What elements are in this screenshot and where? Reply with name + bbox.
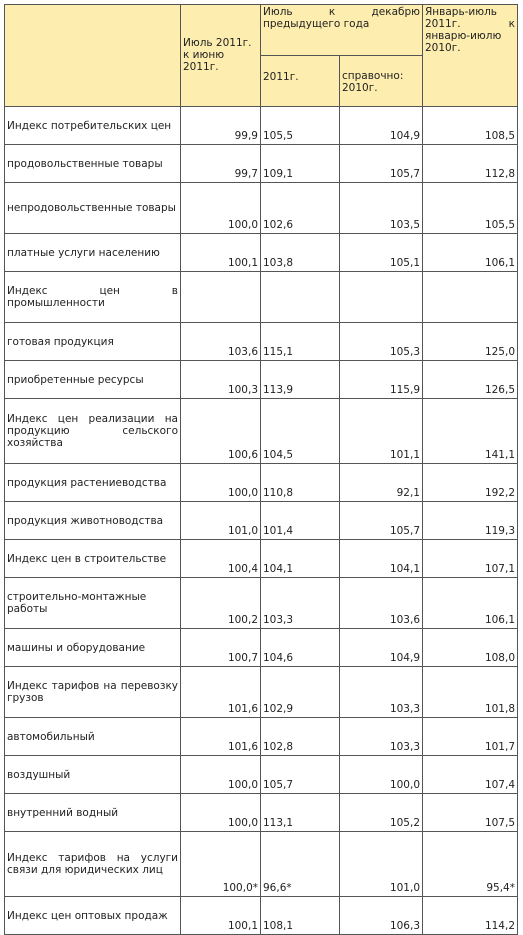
table-row — [5, 756, 518, 794]
value-2011: 105,5 — [261, 107, 340, 145]
row-label: Индекс тарифов на услуги связи для юридических лиц — [5, 832, 181, 897]
value-jan-jul: 126,5 — [423, 361, 518, 399]
table-row — [5, 145, 518, 183]
value-2010 — [340, 272, 423, 323]
value-2011: 103,8 — [261, 234, 340, 272]
row-label: Индекс тарифов на перевозку грузов — [5, 667, 181, 718]
value-2010: 106,3 — [340, 897, 423, 935]
row-label: Индекс цен реализации на продукцию сельского хозяйства — [5, 399, 181, 464]
header-jan-jul: Январь-июль 2011г. к январю-июлю 2010г. — [423, 5, 518, 107]
row-label: платные услуги населению — [5, 234, 181, 272]
table-row — [5, 667, 518, 718]
price-index-table — [4, 4, 518, 935]
header-empty-cell — [5, 5, 181, 107]
header-month-to-month: Июль 2011г. к июню 2011г. — [181, 5, 261, 107]
value-month: 100,0 — [181, 464, 261, 502]
value-2011: 105,7 — [261, 756, 340, 794]
value-2010: 105,2 — [340, 794, 423, 832]
row-label: строительно-монтажные работы — [5, 578, 181, 629]
value-2011: 108,1 — [261, 897, 340, 935]
value-jan-jul: 108,0 — [423, 629, 518, 667]
value-2011: 104,5 — [261, 399, 340, 464]
value-2011: 101,4 — [261, 502, 340, 540]
value-2011: 110,8 — [261, 464, 340, 502]
value-jan-jul: 119,3 — [423, 502, 518, 540]
value-month: 100,1 — [181, 897, 261, 935]
value-jan-jul — [423, 272, 518, 323]
row-label: приобретенные ресурсы — [5, 361, 181, 399]
value-jan-jul: 106,1 — [423, 578, 518, 629]
value-2010: 103,3 — [340, 667, 423, 718]
table-row — [5, 718, 518, 756]
value-month: 99,9 — [181, 107, 261, 145]
table-row — [5, 832, 518, 897]
value-month: 100,0* — [181, 832, 261, 897]
value-2011: 104,1 — [261, 540, 340, 578]
table-row — [5, 272, 518, 323]
value-month: 100,2 — [181, 578, 261, 629]
value-month: 103,6 — [181, 323, 261, 361]
value-2010: 101,1 — [340, 399, 423, 464]
row-label: внутренний водный — [5, 794, 181, 832]
value-month — [181, 272, 261, 323]
value-2010: 105,7 — [340, 145, 423, 183]
value-jan-jul: 112,8 — [423, 145, 518, 183]
value-2010: 100,0 — [340, 756, 423, 794]
value-month: 100,1 — [181, 234, 261, 272]
value-month: 101,6 — [181, 667, 261, 718]
table-row — [5, 502, 518, 540]
value-2010: 103,5 — [340, 183, 423, 234]
table-row — [5, 399, 518, 464]
value-2011: 109,1 — [261, 145, 340, 183]
value-2010: 105,1 — [340, 234, 423, 272]
row-label: продовольственные товары — [5, 145, 181, 183]
value-2010: 115,9 — [340, 361, 423, 399]
value-2010: 104,9 — [340, 107, 423, 145]
value-jan-jul: 101,8 — [423, 667, 518, 718]
value-2010: 105,7 — [340, 502, 423, 540]
value-jan-jul: 108,5 — [423, 107, 518, 145]
value-2011: 113,9 — [261, 361, 340, 399]
value-2011: 102,9 — [261, 667, 340, 718]
table-body — [5, 107, 518, 935]
row-label: продукция растениеводства — [5, 464, 181, 502]
value-month: 101,6 — [181, 718, 261, 756]
table-row — [5, 629, 518, 667]
value-jan-jul: 95,4* — [423, 832, 518, 897]
value-jan-jul: 107,4 — [423, 756, 518, 794]
value-2010: 105,3 — [340, 323, 423, 361]
header-2010-ref: справочно: 2010г. — [340, 56, 423, 107]
row-label: Индекс цен в промышленности — [5, 272, 181, 323]
value-2011: 104,6 — [261, 629, 340, 667]
value-month: 99,7 — [181, 145, 261, 183]
row-label: Индекс цен оптовых продаж — [5, 897, 181, 935]
value-2011: 103,3 — [261, 578, 340, 629]
value-2010: 104,9 — [340, 629, 423, 667]
value-jan-jul: 107,1 — [423, 540, 518, 578]
value-month: 100,7 — [181, 629, 261, 667]
value-2011: 96,6* — [261, 832, 340, 897]
row-label: продукция животноводства — [5, 502, 181, 540]
value-month: 100,0 — [181, 183, 261, 234]
table-row — [5, 107, 518, 145]
value-2011: 102,8 — [261, 718, 340, 756]
row-label: Индекс цен в строительстве — [5, 540, 181, 578]
value-2011: 113,1 — [261, 794, 340, 832]
value-2010: 104,1 — [340, 540, 423, 578]
value-jan-jul: 101,7 — [423, 718, 518, 756]
table-row — [5, 540, 518, 578]
header-to-december: Июль к декабрю предыдущего года — [261, 5, 423, 56]
value-month: 100,3 — [181, 361, 261, 399]
table-row — [5, 578, 518, 629]
value-2010: 103,6 — [340, 578, 423, 629]
table-row — [5, 897, 518, 935]
value-2011: 102,6 — [261, 183, 340, 234]
value-2011: 115,1 — [261, 323, 340, 361]
value-jan-jul: 125,0 — [423, 323, 518, 361]
table-row — [5, 794, 518, 832]
row-label: машины и оборудование — [5, 629, 181, 667]
header-2011: 2011г. — [261, 56, 340, 107]
table-row — [5, 464, 518, 502]
value-jan-jul: 141,1 — [423, 399, 518, 464]
row-label: готовая продукция — [5, 323, 181, 361]
table-row — [5, 183, 518, 234]
table-row — [5, 234, 518, 272]
value-2011 — [261, 272, 340, 323]
value-month: 101,0 — [181, 502, 261, 540]
table-row — [5, 361, 518, 399]
value-2010: 101,0 — [340, 832, 423, 897]
value-month: 100,0 — [181, 756, 261, 794]
value-month: 100,0 — [181, 794, 261, 832]
row-label: автомобильный — [5, 718, 181, 756]
value-jan-jul: 106,1 — [423, 234, 518, 272]
value-jan-jul: 105,5 — [423, 183, 518, 234]
value-month: 100,4 — [181, 540, 261, 578]
value-2010: 103,3 — [340, 718, 423, 756]
table-row — [5, 323, 518, 361]
row-label: воздушный — [5, 756, 181, 794]
value-month: 100,6 — [181, 399, 261, 464]
value-jan-jul: 107,5 — [423, 794, 518, 832]
value-jan-jul: 114,2 — [423, 897, 518, 935]
value-jan-jul: 192,2 — [423, 464, 518, 502]
row-label: непродовольственные товары — [5, 183, 181, 234]
value-2010: 92,1 — [340, 464, 423, 502]
row-label: Индекс потребительских цен — [5, 107, 181, 145]
